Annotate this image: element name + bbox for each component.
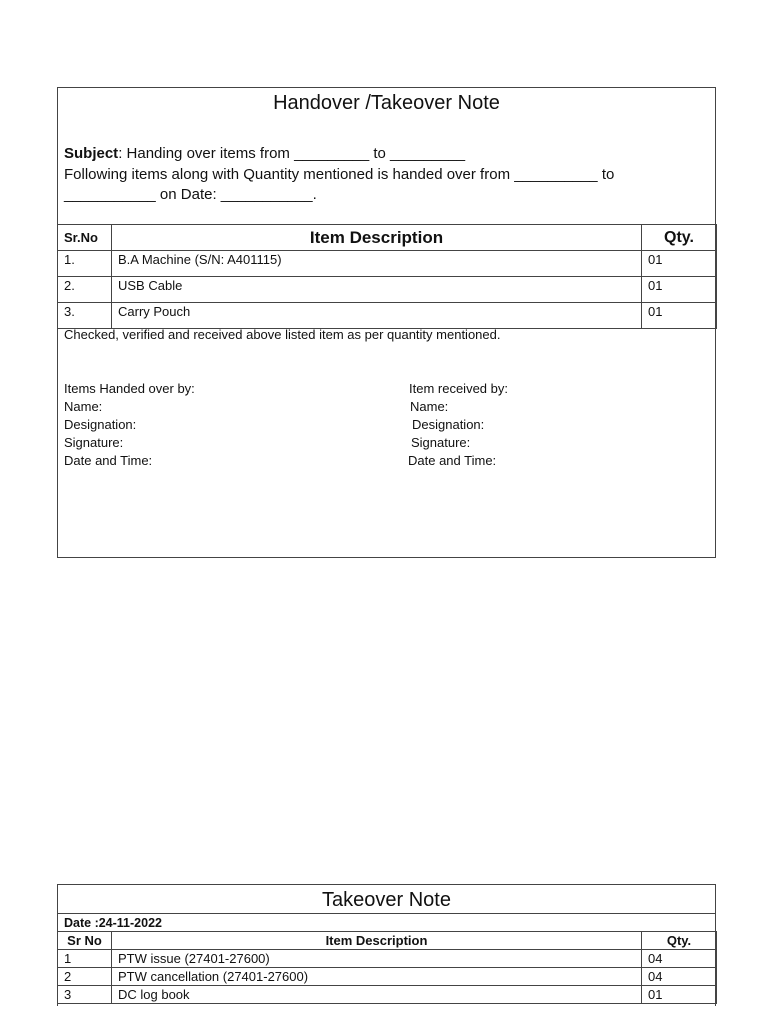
cell-description: PTW cancellation (27401-27600) bbox=[112, 968, 642, 986]
items-table bbox=[57, 224, 717, 329]
table-header-row bbox=[58, 932, 717, 950]
cell-description: B.A Machine (S/N: A401115) bbox=[112, 251, 642, 277]
takeover-note-form bbox=[57, 884, 716, 1006]
cell-qty: 04 bbox=[642, 950, 717, 968]
cell-qty: 01 bbox=[642, 986, 717, 1004]
received-by-section bbox=[409, 380, 508, 470]
verification-statement: Checked, verified and received above listed item as per quantity mentioned. bbox=[64, 327, 501, 342]
column-header-description: Item Description bbox=[112, 932, 642, 950]
table-row bbox=[58, 968, 717, 986]
subject-block bbox=[64, 144, 695, 206]
table-row bbox=[58, 950, 717, 968]
cell-qty: 04 bbox=[642, 968, 717, 986]
column-header-sr: Sr.No bbox=[58, 225, 112, 251]
table-row bbox=[58, 986, 717, 1004]
received-signature: Signature: bbox=[411, 435, 471, 450]
handed-over-name: Name: bbox=[64, 399, 103, 414]
subject-label: Subject bbox=[64, 145, 119, 162]
column-header-qty: Qty. bbox=[642, 932, 717, 950]
cell-sr: 3. bbox=[58, 303, 112, 329]
table-row bbox=[58, 251, 717, 277]
handover-takeover-form bbox=[57, 87, 716, 558]
received-designation: Designation: bbox=[412, 417, 485, 432]
received-datetime: Date and Time: bbox=[408, 453, 497, 468]
handed-over-designation: Designation: bbox=[64, 417, 137, 432]
cell-description: USB Cable bbox=[112, 277, 642, 303]
table-header-row bbox=[58, 225, 717, 251]
cell-sr: 2 bbox=[58, 968, 112, 986]
cell-qty: 01 bbox=[642, 251, 717, 277]
cell-sr: 2. bbox=[58, 277, 112, 303]
subject-line bbox=[64, 144, 695, 165]
cell-sr: 3 bbox=[58, 986, 112, 1004]
received-heading: Item received by: bbox=[409, 381, 508, 396]
table-row bbox=[58, 303, 717, 329]
handed-over-signature: Signature: bbox=[64, 435, 124, 450]
cell-qty: 01 bbox=[642, 277, 717, 303]
form-title: Handover /Takeover Note bbox=[273, 92, 500, 114]
subject-text: : Handing over items from _________ to _________ bbox=[118, 145, 466, 162]
handed-over-by-section bbox=[64, 380, 195, 470]
handed-over-heading: Items Handed over by: bbox=[64, 381, 195, 396]
column-header-sr: Sr No bbox=[58, 932, 112, 950]
takeover-title: Takeover Note bbox=[58, 887, 715, 914]
takeover-items-table bbox=[57, 931, 717, 1004]
cell-description: Carry Pouch bbox=[112, 303, 642, 329]
handed-over-datetime: Date and Time: bbox=[64, 453, 153, 468]
cell-description: PTW issue (27401-27600) bbox=[112, 950, 642, 968]
cell-description: DC log book bbox=[112, 986, 642, 1004]
column-header-description: Item Description bbox=[112, 225, 642, 251]
handover-line: Following items along with Quantity mentioned is handed over from __________ to bbox=[64, 165, 615, 183]
cell-sr: 1 bbox=[58, 950, 112, 968]
cell-sr: 1. bbox=[58, 251, 112, 277]
cell-qty: 01 bbox=[642, 303, 717, 329]
received-name: Name: bbox=[410, 399, 449, 414]
date-line: ___________ on Date: ___________. bbox=[64, 186, 317, 203]
takeover-date: Date :24-11-2022 bbox=[64, 916, 162, 930]
column-header-qty: Qty. bbox=[642, 225, 717, 251]
table-row bbox=[58, 277, 717, 303]
